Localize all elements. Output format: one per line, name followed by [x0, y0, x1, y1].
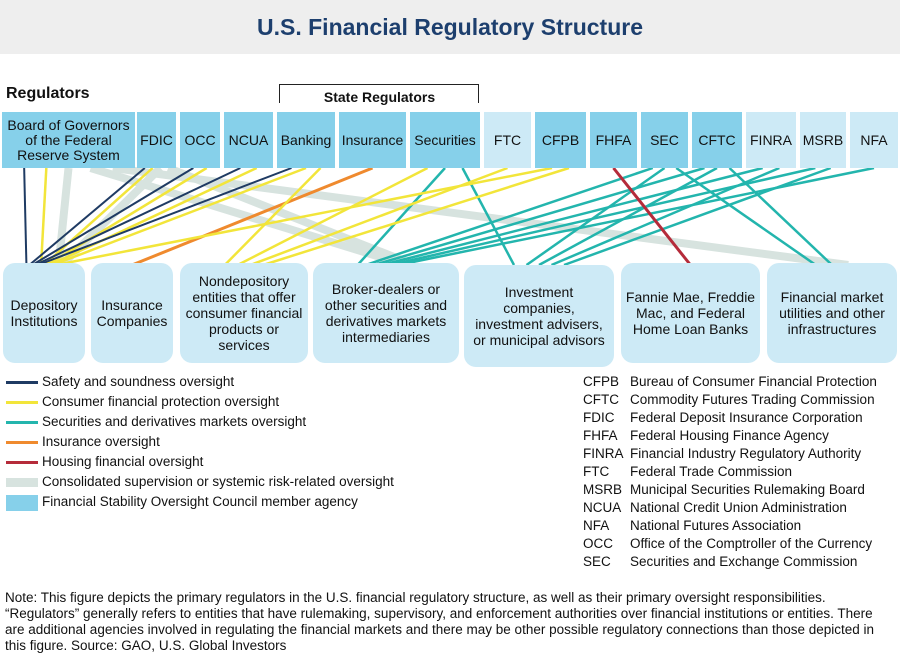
abbreviation-code: MSRB [583, 482, 623, 497]
legend-label: Consumer financial protection oversight [42, 394, 280, 409]
legend-swatch [6, 441, 38, 444]
connector-cftc-broker-securities [374, 168, 705, 265]
legend-swatch [6, 495, 38, 511]
abbreviation-name: Federal Deposit Insurance Corporation [630, 410, 863, 425]
regulator-nfa: NFA [850, 112, 898, 168]
regulator-sec: SEC [641, 112, 688, 168]
regulators-heading: Regulators [6, 85, 90, 102]
regulator-cftc: CFTC [692, 112, 742, 168]
regulator-occ: OCC [180, 112, 220, 168]
abbreviation-name: Office of the Comptroller of the Currency [630, 536, 873, 551]
connector-sec-broker-securities [366, 168, 653, 265]
abbreviation-name: Securities and Exchange Commission [630, 554, 858, 569]
legend-label: Financial Stability Oversight Council member agency [42, 494, 358, 509]
abbreviation-code: NCUA [583, 500, 622, 515]
regulator-ncua: NCUA [224, 112, 273, 168]
regulator-msrb: MSRB [800, 112, 846, 168]
legend-label: Consolidated supervision or systemic risk-related oversight [42, 474, 394, 489]
connector-cftc-invest-securities [539, 168, 717, 265]
abbreviation-code: OCC [583, 536, 613, 551]
abbreviation-name: National Futures Association [630, 518, 802, 533]
regulator-fed: Board of Governors of the Federal Reserve System [2, 112, 135, 168]
connector-ncua-depository-consumer [50, 168, 257, 265]
legend-swatch [6, 381, 38, 384]
abbreviation-name: Federal Trade Commission [630, 464, 793, 479]
regulator-insurance: Insurance [339, 112, 406, 168]
legend-label: Housing financial oversight [42, 454, 204, 469]
legend-item-safety [4, 373, 444, 393]
institution-fmu: Financial market utilities and other infrastructures [767, 263, 897, 363]
page-title: U.S. Financial Regulatory Structure [257, 13, 643, 40]
abbreviation-name: Financial Industry Regulatory Authority [630, 446, 862, 461]
institution-broker: Broker-dealers or other securities and derivatives markets intermediaries [313, 263, 459, 363]
abbreviation-code: FTC [583, 464, 610, 479]
connector-finra-broker-securities [382, 168, 763, 265]
abbreviation-name: Commodity Futures Trading Commission [630, 392, 875, 407]
legend-item-consolidated [4, 473, 444, 493]
abbreviation-code: FDIC [583, 410, 615, 425]
state-regulators-label: State Regulators [323, 89, 436, 105]
regulator-fdic: FDIC [137, 112, 176, 168]
institution-fannie: Fannie Mae, Freddie Mac, and Federal Home Loan Banks [621, 263, 760, 363]
regulator-finra: FINRA [746, 112, 796, 168]
regulator-ftc: FTC [484, 112, 531, 168]
abbreviation-name: Federal Housing Finance Agency [630, 428, 829, 443]
connector-fed-depository-safety [24, 168, 26, 265]
legend-item-housing [4, 453, 444, 473]
legend-label: Insurance oversight [42, 434, 160, 449]
institution-invest: Investment companies, investment advisers, or municipal advisors [464, 265, 614, 367]
regulator-cfpb: CFPB [535, 112, 586, 168]
footnote: Note: This figure depicts the primary regulators in the U.S. financial regulatory structure, as well as their primary oversight responsibilities. “Regulators” generally refers to entities that have rulemaking, supervisory, and enforcement authorities over financial institutions or entities. There are additional agencies involved in regulating the financial markets and there may be other possible regulatory connections than those depicted in this figure. Source: GAO, U.S. Global Investors [5, 590, 875, 653]
abbreviation-code: CFTC [583, 392, 619, 407]
institution-nondep: Nondepository entities that offer consumer financial products or services [180, 263, 308, 363]
institution-insco: Insurance Companies [91, 263, 173, 363]
abbreviation-name: Bureau of Consumer Financial Protection [630, 374, 877, 389]
legend-item-insurance [4, 433, 444, 453]
legend-item-consumer [4, 393, 444, 413]
institution-depository: Depository Institutions [3, 263, 85, 363]
legend-item-securities [4, 413, 444, 433]
abbreviation-code: NFA [583, 518, 610, 533]
abbreviation-code: SEC [583, 554, 611, 569]
abbreviation-name: National Credit Union Administration [630, 500, 847, 515]
abbreviation-name: Municipal Securities Rulemaking Board [630, 482, 865, 497]
abbreviation-code: CFPB [583, 374, 620, 389]
legend-label: Securities and derivatives markets oversight [42, 414, 307, 429]
regulator-securities: Securities [410, 112, 480, 168]
legend-swatch [6, 478, 38, 487]
abbreviation-code: FHFA [583, 428, 618, 443]
legend-swatch [6, 461, 38, 464]
legend-swatch [6, 421, 38, 424]
regulator-banking: Banking [277, 112, 335, 168]
abbreviation-code: FINRA [583, 446, 624, 461]
regulator-fhfa: FHFA [590, 112, 637, 168]
connector-sec-invest-securities [527, 168, 665, 265]
legend-label: Safety and soundness oversight [42, 374, 235, 389]
legend-item-fsoc_member [4, 493, 444, 513]
legend-swatch [6, 401, 38, 404]
